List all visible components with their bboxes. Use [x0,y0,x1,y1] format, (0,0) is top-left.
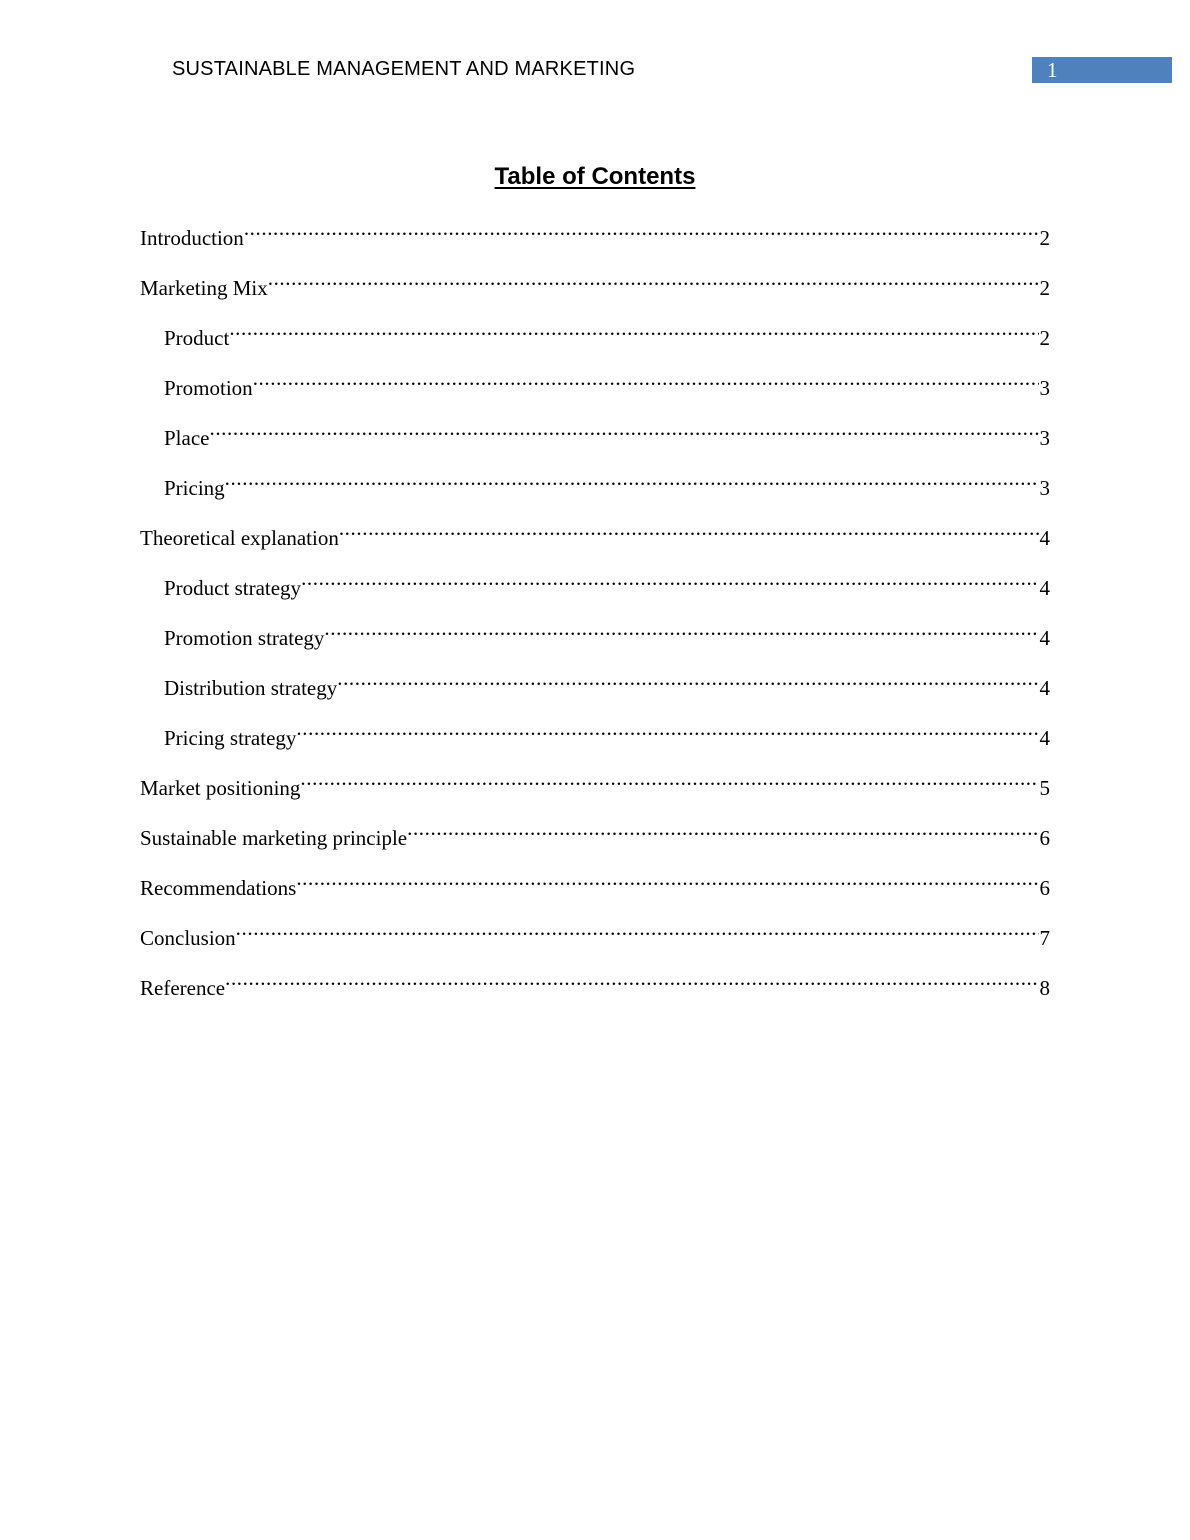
toc-entry-product[interactable] [140,311,1050,361]
toc-entry-label: Marketing Mix [140,276,268,300]
toc-entry-promotion-strategy[interactable] [140,611,1050,661]
header-title: SUSTAINABLE MANAGEMENT AND MARKETING [172,58,636,80]
toc-entry-product-strategy[interactable] [140,561,1050,611]
toc-entry-recommendations[interactable] [140,861,1050,911]
toc-entry-page: 2 [1039,326,1050,350]
toc-dot-leader [253,361,1039,395]
toc-entry-introduction[interactable] [140,211,1050,261]
toc-entry-place[interactable] [140,411,1050,461]
toc-entry-marketing-mix[interactable] [140,261,1050,311]
toc-entry-page: 3 [1039,426,1050,450]
toc-entry-page: 4 [1039,626,1050,650]
toc-entry-page: 8 [1039,976,1050,1000]
toc-entry-theoretical-explanation[interactable] [140,511,1050,561]
toc-entry-label: Conclusion [140,926,236,950]
toc-entry-reference[interactable] [140,961,1050,1011]
toc-entry-sustainable-marketing-principle[interactable] [140,811,1050,861]
toc-entry-label: Sustainable marketing principle [140,826,408,850]
toc-entry-label: Place [164,426,210,450]
toc-entry-page: 4 [1039,526,1050,550]
toc-dot-leader [225,461,1039,495]
toc-entry-label: Market positioning [140,776,301,800]
toc-entry-label: Promotion [164,376,253,400]
toc-entry-market-positioning[interactable] [140,761,1050,811]
toc-entry-page: 7 [1039,926,1050,950]
toc-entry-page: 5 [1039,776,1050,800]
toc-dot-leader [225,961,1038,995]
toc-entry-page: 2 [1039,276,1050,300]
page-number: 1 [1047,58,1058,82]
toc-entry-label: Introduction [140,226,244,250]
toc-entry-label: Recommendations [140,876,297,900]
toc-entry-page: 3 [1039,476,1050,500]
toc-title: Table of Contents [494,163,696,190]
toc-entry-label: Product [164,326,230,350]
page-number-box [1032,57,1172,83]
toc-dot-leader [324,611,1038,645]
toc-dot-leader [296,711,1038,745]
toc-dot-leader [268,261,1039,295]
toc-entry-label: Theoretical explanation [140,526,339,550]
toc-dot-leader [229,311,1038,345]
toc-entry-page: 4 [1039,576,1050,600]
toc-entry-label: Product strategy [164,576,302,600]
toc-entry-label: Pricing [164,476,225,500]
toc-dot-leader [236,911,1039,945]
table-of-contents [140,211,1050,1011]
toc-entry-page: 6 [1039,876,1050,900]
page-header [0,0,1190,100]
toc-entry-label: Promotion strategy [164,626,325,650]
toc-entry-page: 2 [1039,226,1050,250]
toc-entry-distribution-strategy[interactable] [140,661,1050,711]
toc-dot-leader [339,511,1039,545]
toc-dot-leader [301,561,1038,595]
toc-entry-label: Pricing strategy [164,726,297,750]
toc-dot-leader [407,811,1038,845]
toc-dot-leader [300,761,1038,795]
toc-dot-leader [209,411,1038,445]
toc-dot-leader [244,211,1039,245]
toc-entry-page: 3 [1039,376,1050,400]
toc-entry-label: Reference [140,976,226,1000]
toc-entry-page: 4 [1039,726,1050,750]
toc-entry-page: 6 [1039,826,1050,850]
toc-entry-promotion[interactable] [140,361,1050,411]
toc-dot-leader [296,861,1038,895]
toc-entry-pricing[interactable] [140,461,1050,511]
toc-dot-leader [337,661,1038,695]
toc-entry-conclusion[interactable] [140,911,1050,961]
toc-entry-pricing-strategy[interactable] [140,711,1050,761]
toc-entry-label: Distribution strategy [164,676,338,700]
toc-entry-page: 4 [1039,676,1050,700]
